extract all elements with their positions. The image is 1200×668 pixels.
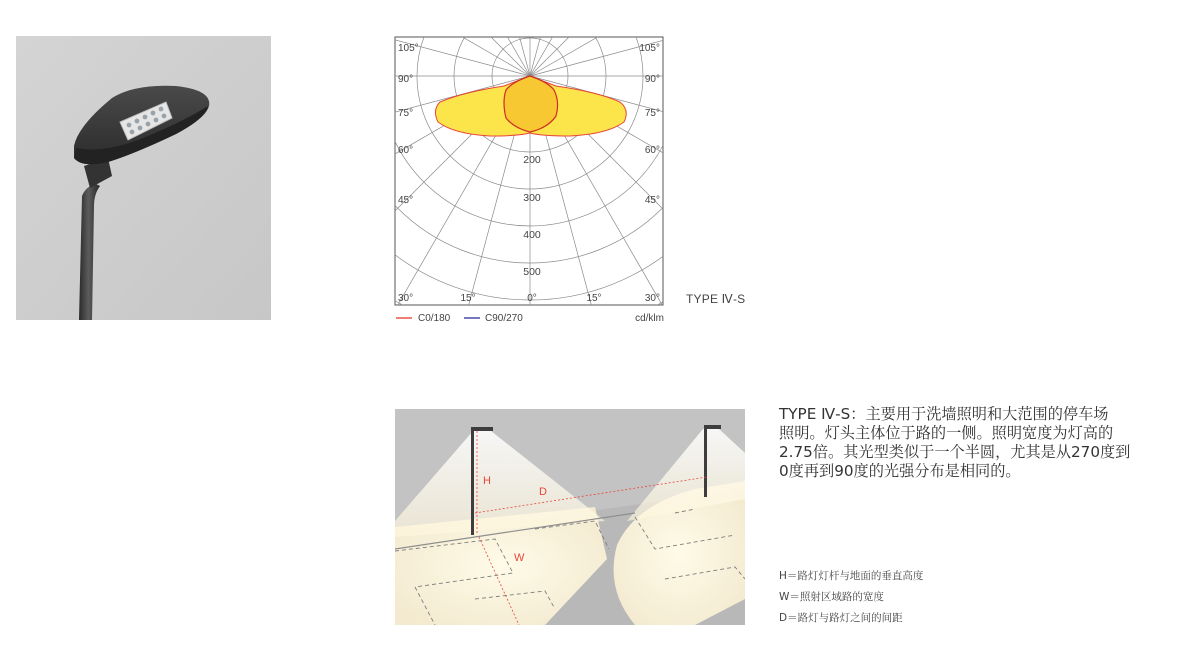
angle-label-left-105: 105° <box>398 43 419 54</box>
lamp-head-left <box>471 427 493 431</box>
label-h: H <box>483 475 491 487</box>
angle-label-right-90: 90° <box>644 74 660 85</box>
legend-item-h: H＝路灯灯杆与地面的垂直高度 <box>779 570 924 582</box>
lamp-head-right <box>704 425 721 429</box>
street-illustration <box>395 409 745 625</box>
polar-chart <box>394 36 666 326</box>
legend-item-w: W＝照射区域路的宽度 <box>779 591 884 603</box>
radial-label-500: 500 <box>523 266 541 278</box>
angle-label-right-105: 105° <box>639 43 660 54</box>
pole-right <box>704 425 707 497</box>
legend-item-d: D＝路灯与路灯之间的间距 <box>779 612 903 624</box>
angle-label-right-30: 30° <box>644 293 660 304</box>
angle-label-left-30: 30° <box>398 293 414 304</box>
angle-label-left-60: 60° <box>398 145 414 156</box>
label-w: W <box>514 552 525 564</box>
angle-label-right-75: 75° <box>644 108 660 119</box>
product-photo <box>16 36 271 320</box>
angle-label-right-45: 45° <box>644 195 660 206</box>
variable-legend <box>779 566 1079 629</box>
legend-label-c90: C90/270 <box>485 313 523 324</box>
type-label: TYPE Ⅳ-S <box>686 292 746 306</box>
angle-label-left-90: 90° <box>398 74 414 85</box>
angle-label-left-75: 75° <box>398 108 414 119</box>
pole-left <box>471 427 474 535</box>
label-d: D <box>539 486 547 498</box>
radial-label-400: 400 <box>523 229 541 241</box>
radial-label-300: 300 <box>523 192 541 204</box>
unit-label: cd/klm <box>635 313 664 324</box>
angle-label-bottom-0: 0° <box>527 293 537 304</box>
angle-label-left-45: 45° <box>398 195 414 206</box>
radial-label-200: 200 <box>523 154 541 166</box>
legend-label-c0: C0/180 <box>418 313 451 324</box>
angle-label-bottom-15-right: 15° <box>586 293 602 304</box>
angle-label-right-60: 60° <box>644 145 660 156</box>
type-description: TYPE Ⅳ-S：主要用于洗墙照明和大范围的停车场 照明。灯头主体位于路的一侧。照明宽度为灯高的 2.75倍。其光型类似于一个半圆，尤其是从270度到 0度再到90度的光强分布是相同的。 <box>779 405 1131 480</box>
angle-label-bottom-15-left: 15° <box>460 293 476 304</box>
